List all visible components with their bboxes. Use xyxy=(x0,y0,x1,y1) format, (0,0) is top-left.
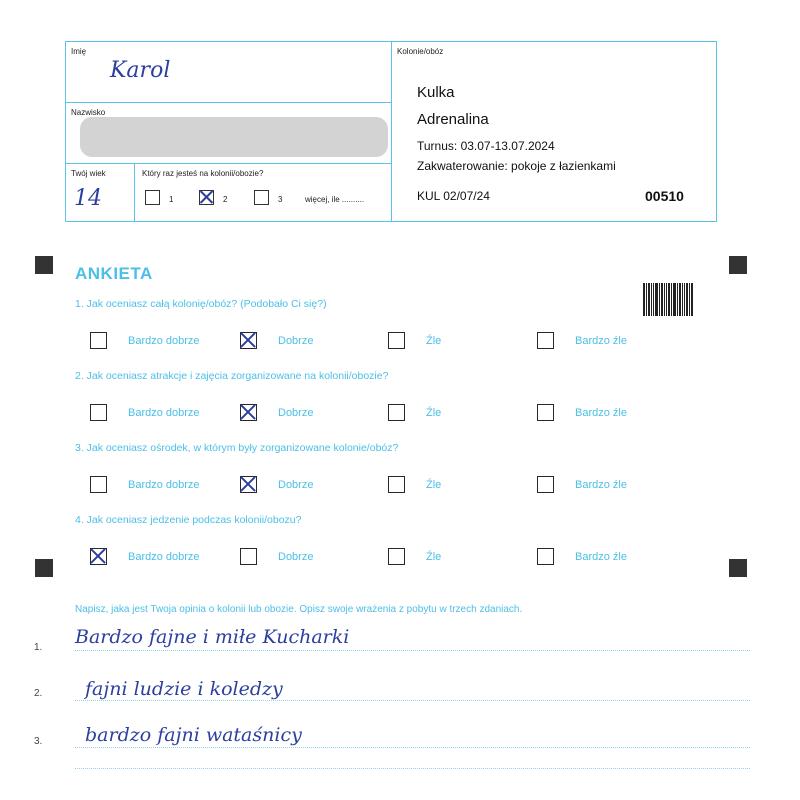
times-option-1: 1 xyxy=(169,195,174,204)
question-1-checkbox-4[interactable] xyxy=(537,332,554,349)
question-1-checkbox-1[interactable] xyxy=(90,332,107,349)
question-4-option-label-4: Bardzo źle xyxy=(575,551,627,563)
question-1-option-label-1: Bardzo dobrze xyxy=(128,335,200,347)
zakwaterowanie: Zakwaterowanie: pokoje z łazienkami xyxy=(417,159,616,173)
question-3-text: 3. Jak oceniasz ośrodek, w którym były zorganizowane kolonie/obóz? xyxy=(75,442,399,454)
registration-mark-top-right xyxy=(729,256,747,274)
answer-line-1[interactable]: Bardzo fajne i miłe Kucharki xyxy=(75,626,350,648)
camp-code: KUL 02/07/24 xyxy=(417,189,490,203)
camp-name-1: Kulka xyxy=(417,84,455,101)
question-4-checkbox-4[interactable] xyxy=(537,548,554,565)
question-3-checkbox-1[interactable] xyxy=(90,476,107,493)
question-1-checkbox-3[interactable] xyxy=(388,332,405,349)
question-3-option-label-2: Dobrze xyxy=(278,479,314,491)
question-1-option-label-3: Źle xyxy=(426,335,442,347)
answer-underline-1 xyxy=(75,650,750,651)
question-1-option-label-2: Dobrze xyxy=(278,335,314,347)
imie-value[interactable]: Karol xyxy=(110,58,171,83)
answer-line-2[interactable]: fajni ludzie i koledzy xyxy=(85,678,283,700)
answer-underline-3 xyxy=(75,747,750,748)
nazwisko-label: Nazwisko xyxy=(71,108,106,117)
question-1-text: 1. Jak oceniasz całą kolonię/obóz? (Podobało Ci się?) xyxy=(75,298,327,310)
question-3-checkbox-4[interactable] xyxy=(537,476,554,493)
question-2-checkbox-2[interactable] xyxy=(240,404,257,421)
answer-underline-4 xyxy=(75,768,750,769)
kolonia-label: Kolonie/obóz xyxy=(397,47,444,56)
nazwisko-redaction xyxy=(80,117,388,157)
question-4-text: 4. Jak oceniasz jedzenie podczas kolonii/obozu? xyxy=(75,514,302,526)
wiek-label: Twój wiek xyxy=(71,169,106,178)
question-4-option-label-1: Bardzo dobrze xyxy=(128,551,200,563)
barcode xyxy=(643,283,694,316)
question-2-checkbox-3[interactable] xyxy=(388,404,405,421)
question-2-option-label-2: Dobrze xyxy=(278,407,314,419)
imie-label: Imię xyxy=(71,47,87,56)
question-2-option-label-1: Bardzo dobrze xyxy=(128,407,200,419)
camp-name-2: Adrenalina xyxy=(417,111,489,128)
line-number-1: 1. xyxy=(34,642,43,653)
registration-mark-top-left xyxy=(35,256,53,274)
question-4-option-label-2: Dobrze xyxy=(278,551,314,563)
turnus: Turnus: 03.07-13.07.2024 xyxy=(417,139,555,153)
answer-line-3[interactable]: bardzo fajni wataśnicy xyxy=(85,724,302,746)
answer-underline-2 xyxy=(75,700,750,701)
times-option-2: 2 xyxy=(223,195,228,204)
line-number-3: 3. xyxy=(34,736,43,747)
opinion-instruction: Napisz, jaka jest Twoja opinia o kolonii lub obozie. Opisz swoje wrażenia z pobytu w trzech zdaniach. xyxy=(75,604,523,615)
ktory-raz-label: Który raz jesteś na kolonii/obozie? xyxy=(142,169,264,178)
times-checkbox-2[interactable] xyxy=(199,190,214,205)
times-checkbox-3[interactable] xyxy=(254,190,269,205)
question-4-option-label-3: Źle xyxy=(426,551,442,563)
times-checkbox-1[interactable] xyxy=(145,190,160,205)
question-1-checkbox-2[interactable] xyxy=(240,332,257,349)
question-1-option-label-4: Bardzo źle xyxy=(575,335,627,347)
question-3-option-label-1: Bardzo dobrze xyxy=(128,479,200,491)
question-2-checkbox-1[interactable] xyxy=(90,404,107,421)
question-2-option-label-4: Bardzo źle xyxy=(575,407,627,419)
wiek-value[interactable]: 14 xyxy=(74,186,102,211)
question-2-text: 2. Jak oceniasz atrakcje i zajęcia zorganizowane na kolonii/obozie? xyxy=(75,370,389,382)
registration-mark-bottom-right xyxy=(729,559,747,577)
question-3-checkbox-2[interactable] xyxy=(240,476,257,493)
times-option-3: 3 xyxy=(278,195,283,204)
question-4-checkbox-1[interactable] xyxy=(90,548,107,565)
question-3-option-label-4: Bardzo źle xyxy=(575,479,627,491)
survey-title: ANKIETA xyxy=(75,264,153,283)
imie-redaction xyxy=(195,58,333,98)
question-2-checkbox-4[interactable] xyxy=(537,404,554,421)
question-4-checkbox-3[interactable] xyxy=(388,548,405,565)
wiecej-label: więcej, ile .......... xyxy=(305,195,365,204)
line-number-2: 2. xyxy=(34,688,43,699)
question-2-option-label-3: Źle xyxy=(426,407,442,419)
question-4-checkbox-2[interactable] xyxy=(240,548,257,565)
registration-mark-bottom-left xyxy=(35,559,53,577)
question-3-option-label-3: Źle xyxy=(426,479,442,491)
form-number: 00510 xyxy=(645,188,684,204)
question-3-checkbox-3[interactable] xyxy=(388,476,405,493)
